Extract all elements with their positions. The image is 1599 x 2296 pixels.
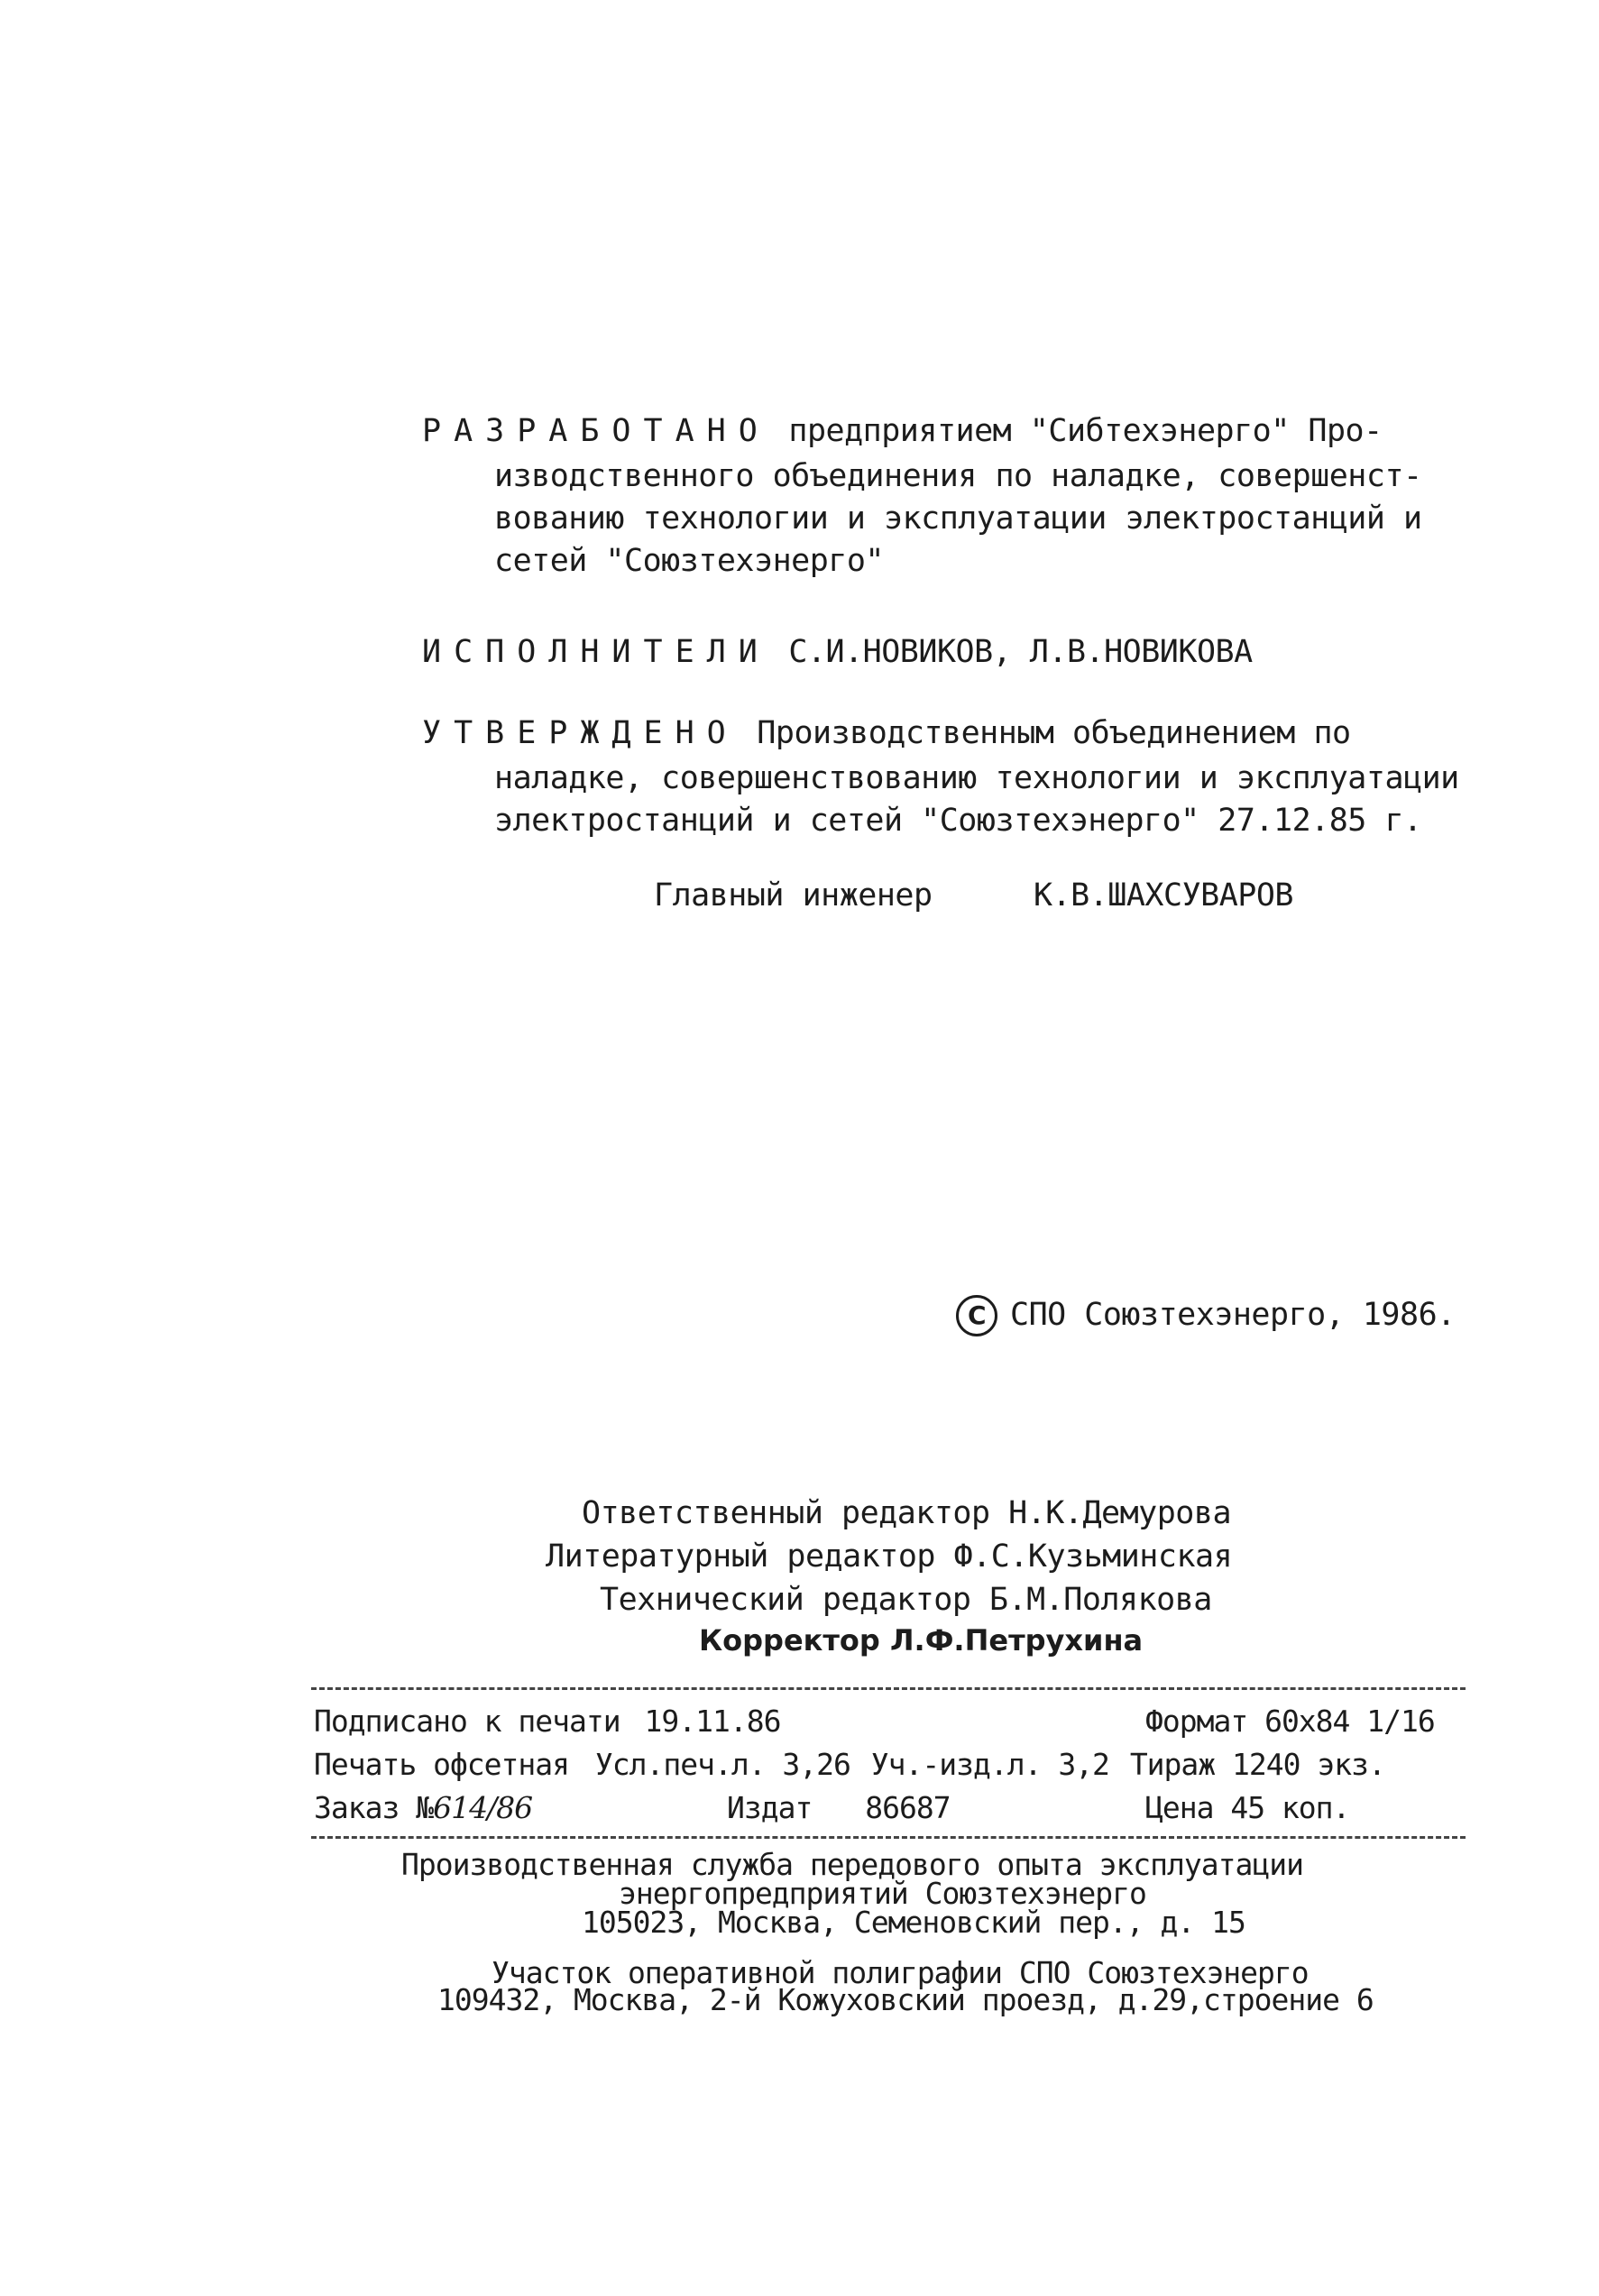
imprint-price: Цена 45 коп.	[1145, 1790, 1350, 1825]
executors-block	[422, 631, 1253, 674]
developed-block	[422, 410, 1383, 453]
signed-label: Подписано к печати	[314, 1704, 620, 1739]
developed-line-3: вованию технологии и эксплуатации электростанций и	[494, 501, 1422, 537]
printer-line-1: Участок оперативной полиграфии СПО Союзтехэнерго	[492, 1955, 1309, 1990]
editor-responsible: Ответственный редактор Н.К.Демурова	[582, 1495, 1232, 1531]
chief-name: К.В.ШАХСУВАРОВ	[1034, 877, 1294, 914]
print-run: Тираж 1240 экз.	[1129, 1747, 1385, 1782]
issue-label: Издат	[727, 1790, 813, 1825]
issue-number: 86687	[865, 1790, 951, 1825]
signed-date: 19.11.86	[644, 1704, 781, 1739]
chief-title: Главный инженер	[654, 877, 933, 914]
developed-line-2: изводственного объединения по наладке, совершенст-	[494, 458, 1422, 494]
imprint-row-1	[314, 1700, 780, 1742]
editor-literary: Литературный редактор Ф.С.Кузьминская	[546, 1538, 1233, 1575]
publisher-line-3: 105023, Москва, Семеновский пер., д. 15	[582, 1905, 1245, 1940]
order-label: Заказ №	[314, 1790, 434, 1825]
copyright-line	[956, 1294, 1456, 1336]
approved-line-3: электростанций и сетей "Союзтехэнерго" 27.12.85 г.	[494, 803, 1422, 839]
copyright-icon: C	[956, 1295, 997, 1336]
imprint-row-2	[314, 1743, 1385, 1786]
approved-line-1: Производственным объединением по	[757, 715, 1351, 751]
printer-line-2: 109432, Москва, 2-й Кожуховский проезд, д.29,строение 6	[437, 1982, 1374, 2017]
approved-line-2: наладке, совершенствованию технологии и эксплуатации	[494, 760, 1459, 796]
developed-line-1: предприятием "Сибтехэнерго" Про-	[788, 413, 1383, 449]
cond-sheets: Усл.печ.л. 3,26	[594, 1747, 850, 1782]
publisher-line-2: энергопредприятий Союзтехэнерго	[619, 1876, 1146, 1911]
approved-continuation	[494, 758, 1459, 842]
developed-label: РАЗРАБОТАНО	[422, 413, 770, 449]
editor-technical: Технический редактор Б.М.Полякова	[600, 1582, 1212, 1618]
executors-label: ИСПОЛНИТЕЛИ	[422, 634, 770, 670]
pub-sheets: Уч.-изд.л. 3,2	[870, 1747, 1109, 1782]
developed-continuation	[494, 455, 1422, 583]
approved-block	[422, 712, 1351, 755]
imprint-issue	[727, 1786, 951, 1829]
editor-corrector: Корректор Л.Ф.Петрухина	[699, 1623, 1144, 1658]
order-number: 614/86	[433, 1790, 533, 1825]
imprint-order	[314, 1786, 532, 1829]
imprint-bottom-rule	[311, 1836, 1466, 1839]
developed-line-4: сетей "Союзтехэнерго"	[494, 543, 885, 579]
print-type: Печать офсетная	[314, 1747, 570, 1782]
copyright-text: СПО Союзтехэнерго, 1986.	[1010, 1297, 1456, 1333]
imprint-top-rule	[311, 1687, 1466, 1690]
imprint-format: Формат 60х84 1/16	[1145, 1704, 1435, 1739]
executors-names: С.И.НОВИКОВ, Л.В.НОВИКОВА	[788, 634, 1253, 670]
approved-label: УТВЕРЖДЕНО	[422, 715, 739, 751]
publisher-line-1: Производственная служба передового опыта эксплуатации	[401, 1847, 1303, 1882]
